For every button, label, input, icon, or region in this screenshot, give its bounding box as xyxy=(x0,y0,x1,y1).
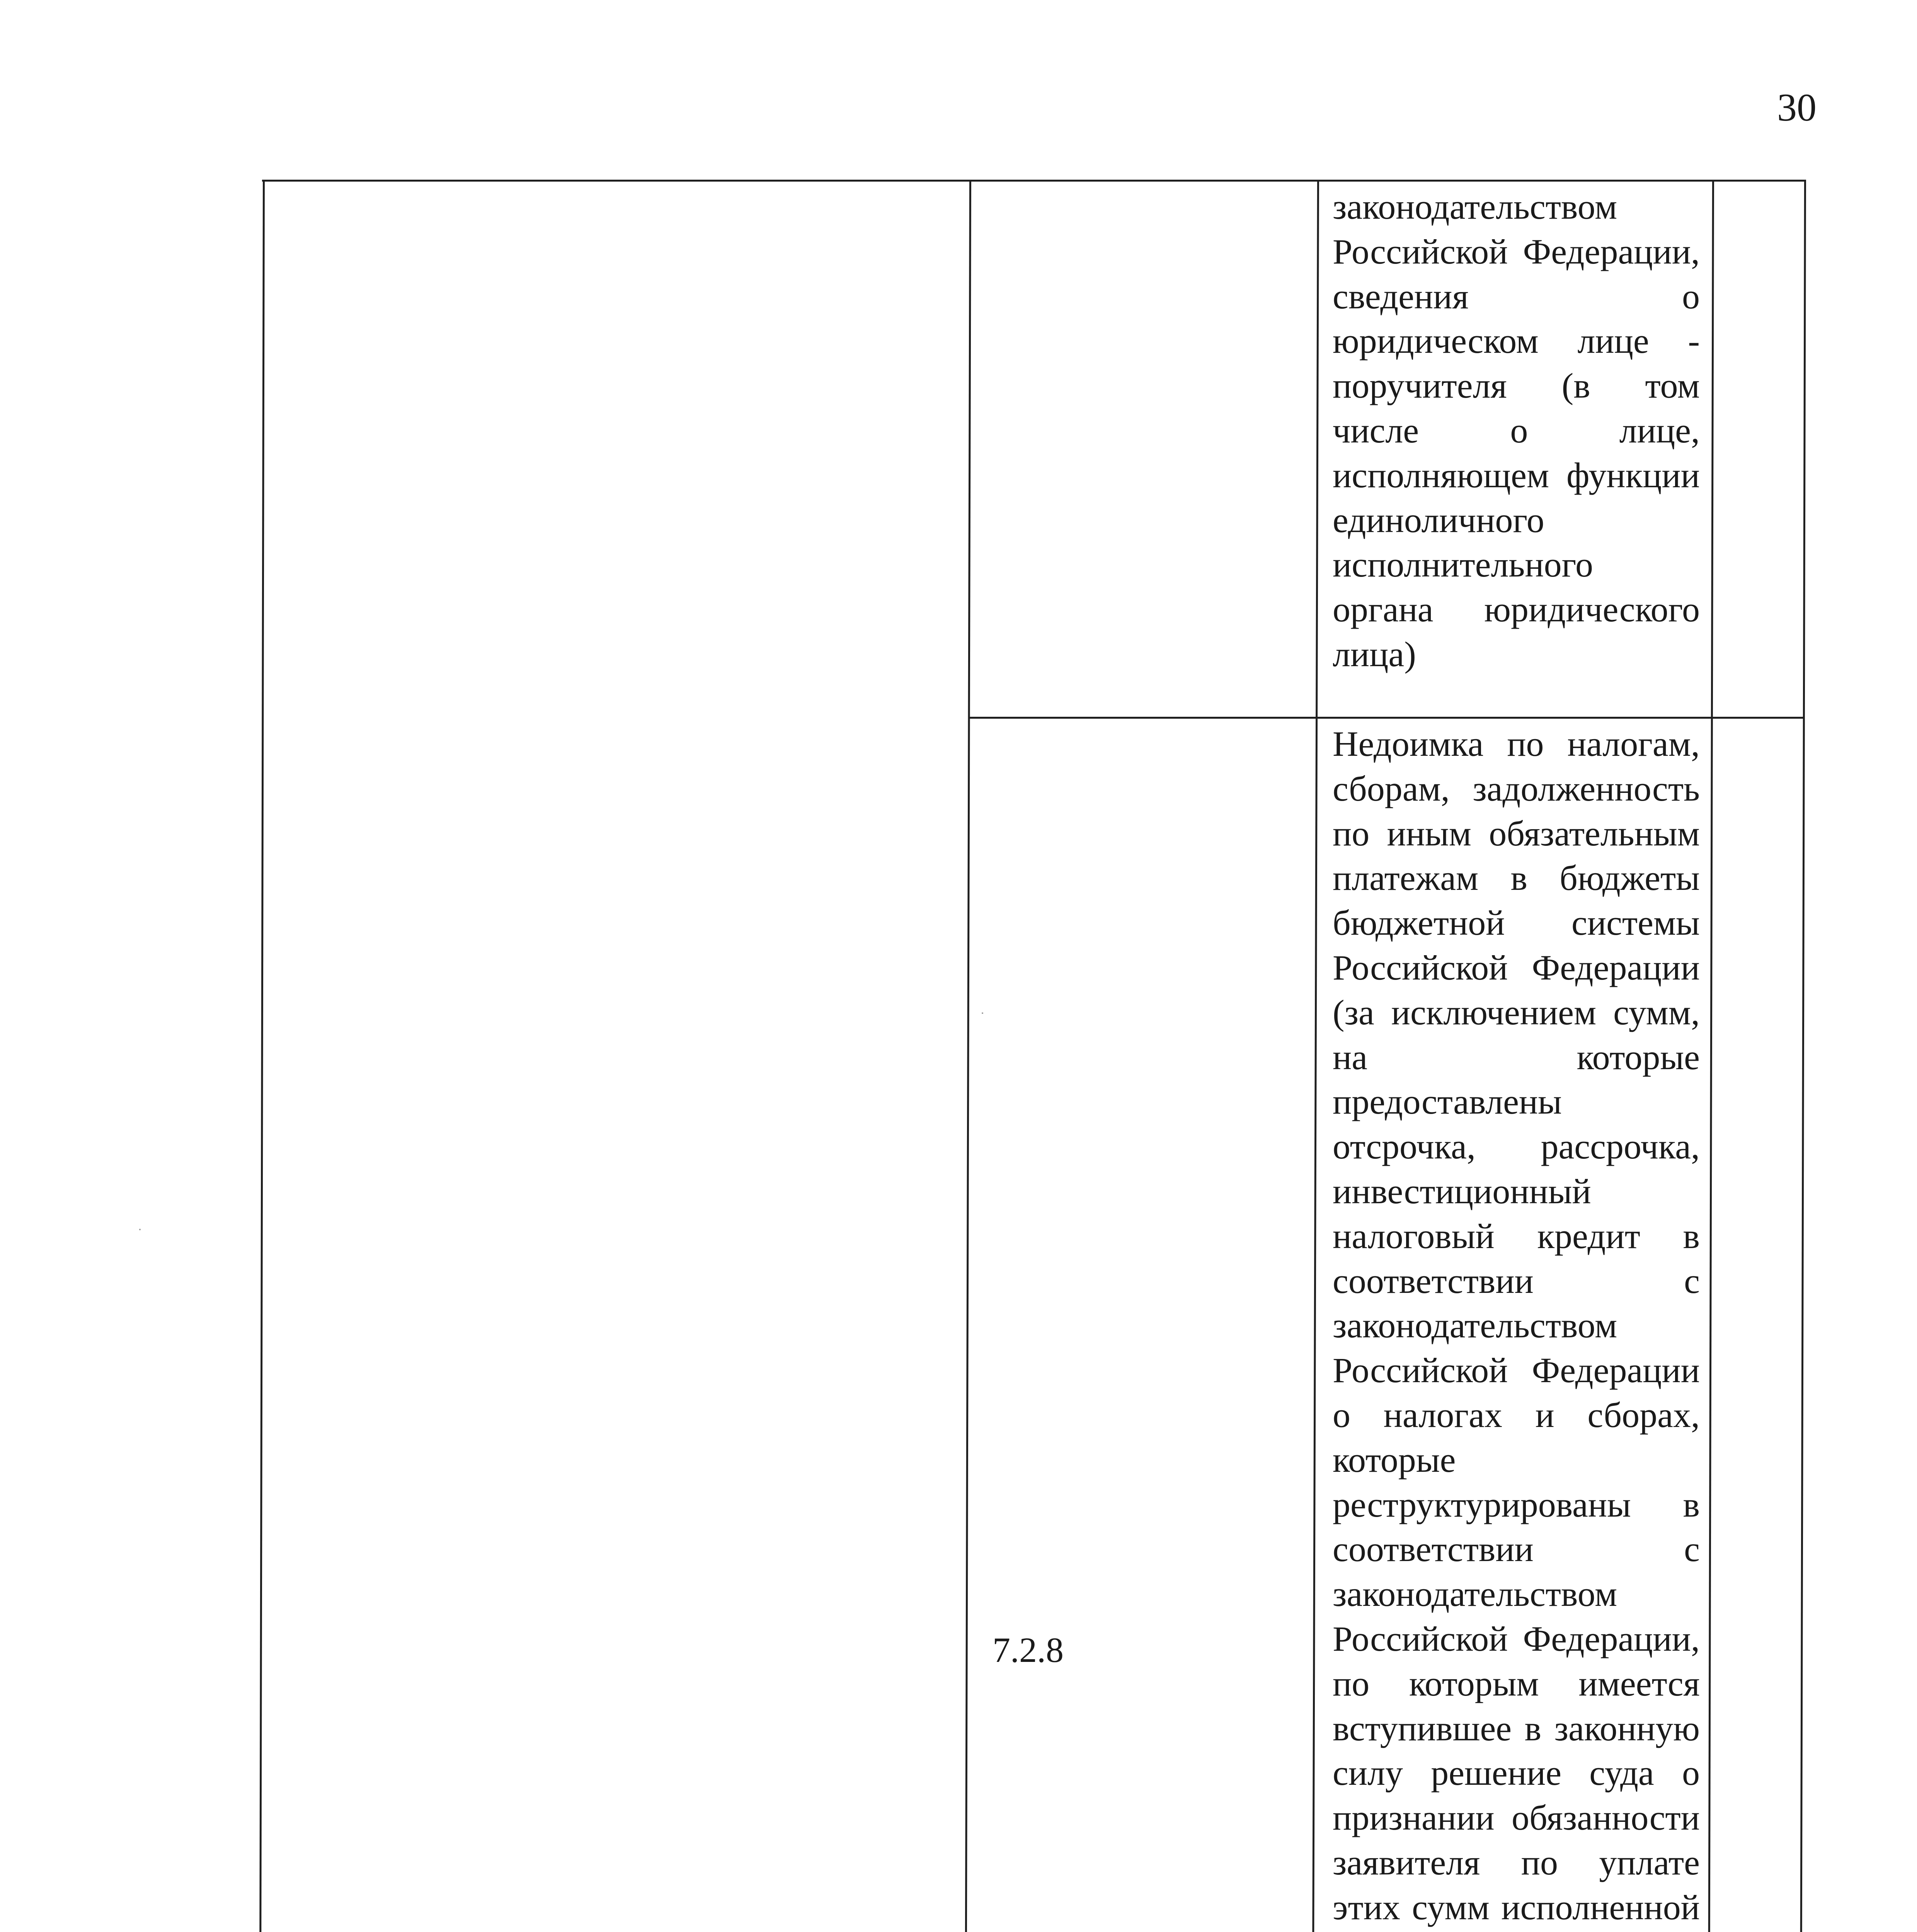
table-row-2-code: 7.2.8 xyxy=(993,1630,1064,1670)
table-right-border xyxy=(1799,180,1806,1932)
column-divider-1 xyxy=(964,180,971,1932)
table-left-border xyxy=(258,180,265,1932)
table-top-border xyxy=(262,180,1804,182)
scan-artifact xyxy=(139,1229,141,1230)
table-row-2-description xyxy=(1333,722,1700,1932)
row-2-text: Недоимка по налогам, сборам, задолженность по иным обязательным платежам в бюджеты бюджетной системы Российской Федерации (за исключением сумм, на которые предоставлены отсрочка, рассрочка, инвестиционный налоговый кредит в соответствии с законодательством Российской Федерации о налогах и сборах, которые реструктурированы в соответствии с законодательством Российской Федерации, по которым имеется вступившее в законную силу решение суда о признании обязанности заявителя по уплате этих сумм исполненной xyxy=(1333,724,1700,1927)
column-divider-3 xyxy=(1707,180,1714,1932)
column-divider-2 xyxy=(1311,180,1319,1932)
row-1-text: законодательством Российской Федерации, сведения о юридическом лице - поручителя (в том числе о лице, исполняющем функции единоличного исполнительного органа юридического лица) xyxy=(1333,187,1700,674)
table-row-1-description xyxy=(1333,185,1700,718)
scan-artifact xyxy=(982,1012,983,1014)
page-number: 30 xyxy=(1777,86,1817,129)
